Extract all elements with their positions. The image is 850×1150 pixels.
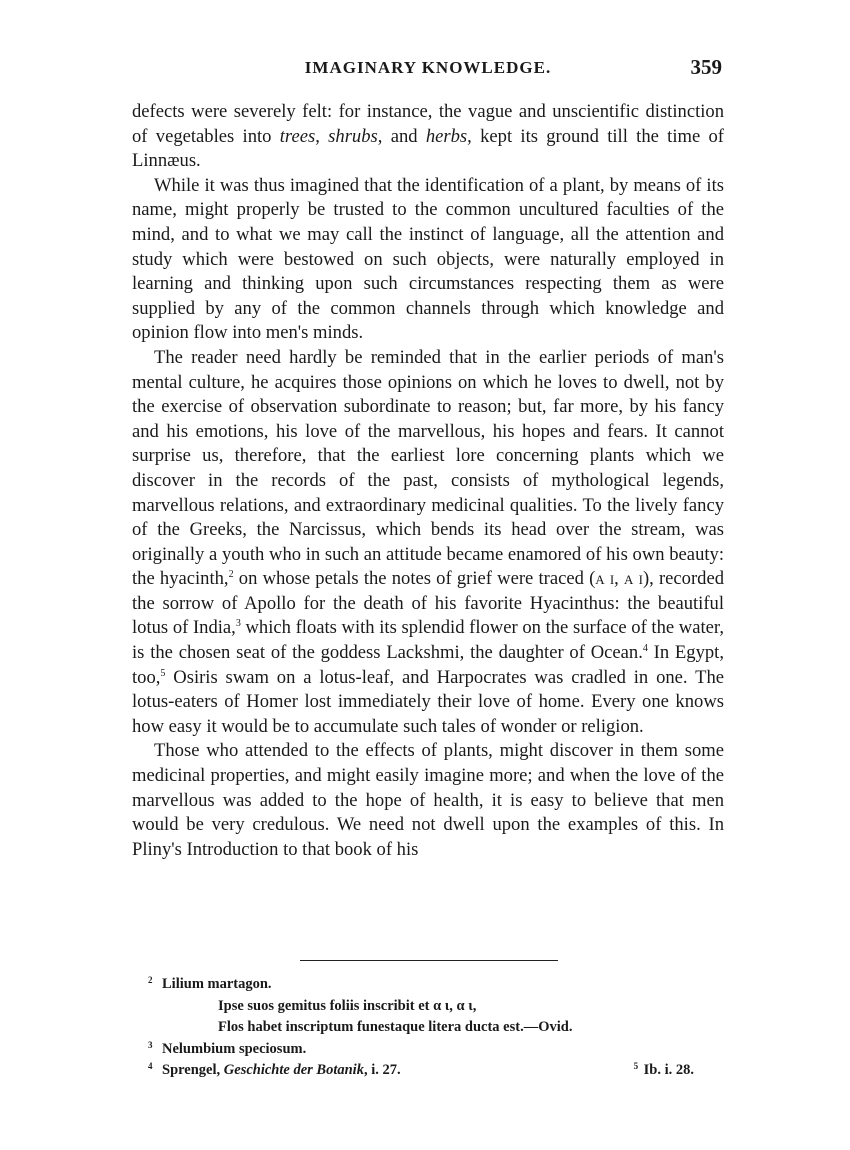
paragraph-4: Those who attended to the effects of plants, might discover in them some medicinal properties, and might easily imagine more; and when the love of the marvellous was added to the hope of health, it is easy to believe that men would be very credulous. We need not dwell upon the examples of this. In Pliny's Introduction to that book of his (132, 740, 724, 860)
page-number: 359 (690, 55, 722, 79)
paragraph-1-text: , kept its ground till the time of Linnæus. (132, 125, 724, 172)
footnote-ref-3[interactable]: 3 (235, 618, 241, 630)
footnote-text: Lilium martagon. (162, 976, 272, 992)
body-text (132, 100, 724, 862)
footnote-ref-5[interactable]: 5 (160, 667, 166, 679)
footnote-text: Nelumbium speciosum. (162, 1040, 307, 1057)
paragraph-1-text: , (315, 125, 329, 147)
paragraph-1-text: defects were severely felt: for instance, the vague and unscientific distinction of vegetables into (132, 101, 724, 147)
paragraph-1-text: , and (377, 125, 426, 147)
greek-ai: α ι, α ι (595, 568, 643, 590)
footnotes (132, 974, 724, 1082)
footnote-3: 3 Nelumbium speciosum. (148, 1039, 307, 1057)
term-herbs: herbs (425, 125, 468, 147)
page-header (132, 55, 724, 88)
paragraph-3-text: which floats with its splendid flower on the surface of the water, is the chosen seat of the goddess Lackshmi, the daughter of Ocean. (132, 617, 724, 664)
footnote-2: 2 Lilium martagon. (148, 975, 272, 992)
term-shrubs: shrubs (328, 125, 378, 147)
footnote-5: 5 Ib. i. 28. (633, 1061, 694, 1078)
paragraph-2: While it was thus imagined that the identification of a plant, by means of its name, might properly be trusted to the common uncultured faculties of the mind, and to what we may call the instinct of language, all the attention and study which were bestowed on such objects, were naturally employed in learning and thinking upon such circumstances respecting them as were supplied by any of the common channels through which knowledge and opinion flow into men's minds. (132, 174, 724, 344)
footnote-ref-4[interactable]: 4 (642, 643, 648, 655)
paragraph-3-text: ), recorded the sorrow of Apollo for the death of his favorite Hyacinthus: the beautiful lotus of India, (132, 568, 725, 639)
footnote-ref-2[interactable]: 2 (228, 569, 234, 581)
footnote-quote-line-2: Flos habet inscriptum funestaque litera ducta est.—Ovid. (218, 1019, 573, 1035)
paragraph-3 (132, 346, 724, 740)
running-title: IMAGINARY KNOWLEDGE. (304, 58, 552, 77)
paragraph-1 (132, 100, 724, 174)
footnote-text: Ib. i. 28. (643, 1062, 694, 1078)
term-trees: trees (279, 125, 316, 147)
paragraph-3-text: The reader need hardly be reminded that in the earlier periods of man's mental culture, he acquires those opinions on which he loves to dwell, not by the exercise of observation subordinate to reason; but, far more, by his fancy and his emotions, his love of the marvellous, his hopes and fears. It cannot surprise us, therefore, that the earliest lore concerning plants which we discover in the records of the past, consists of mythological legends, marvellous relations, and extraordinary medicinal qualities. To the lively fancy of the Greeks, the Narcissus, which bends its head over the stream, was originally a youth who in such an attitude became enamored of his own beauty: the hyacinth, (132, 346, 724, 590)
footnote-quote-line-1: Ipse suos gemitus foliis inscribit et α ι, α ι, (218, 997, 477, 1014)
paragraph-3-text: In Egypt, too, (132, 642, 724, 688)
paragraph-3-text: Osiris swam on a lotus-leaf, and Harpocrates was cradled in one. The lotus-eaters of Homer lost immediately their love of home. Every one knows how easy it would be to accumulate such tales of wonder or religion. (132, 666, 724, 737)
footnote-book-title: Geschichte der Botanik (223, 1062, 364, 1078)
paragraph-3-text: on whose petals the notes of grief were traced ( (233, 568, 596, 590)
footnote-divider (300, 960, 558, 961)
footnote-text: , i. 27. (363, 1062, 401, 1078)
footnote-4-5-row: 4 Sprengel, Geschichte der Botanik, i. 27. 5 Ib. i. 28. (132, 1060, 724, 1082)
footnote-text: Sprengel, (162, 1062, 224, 1078)
